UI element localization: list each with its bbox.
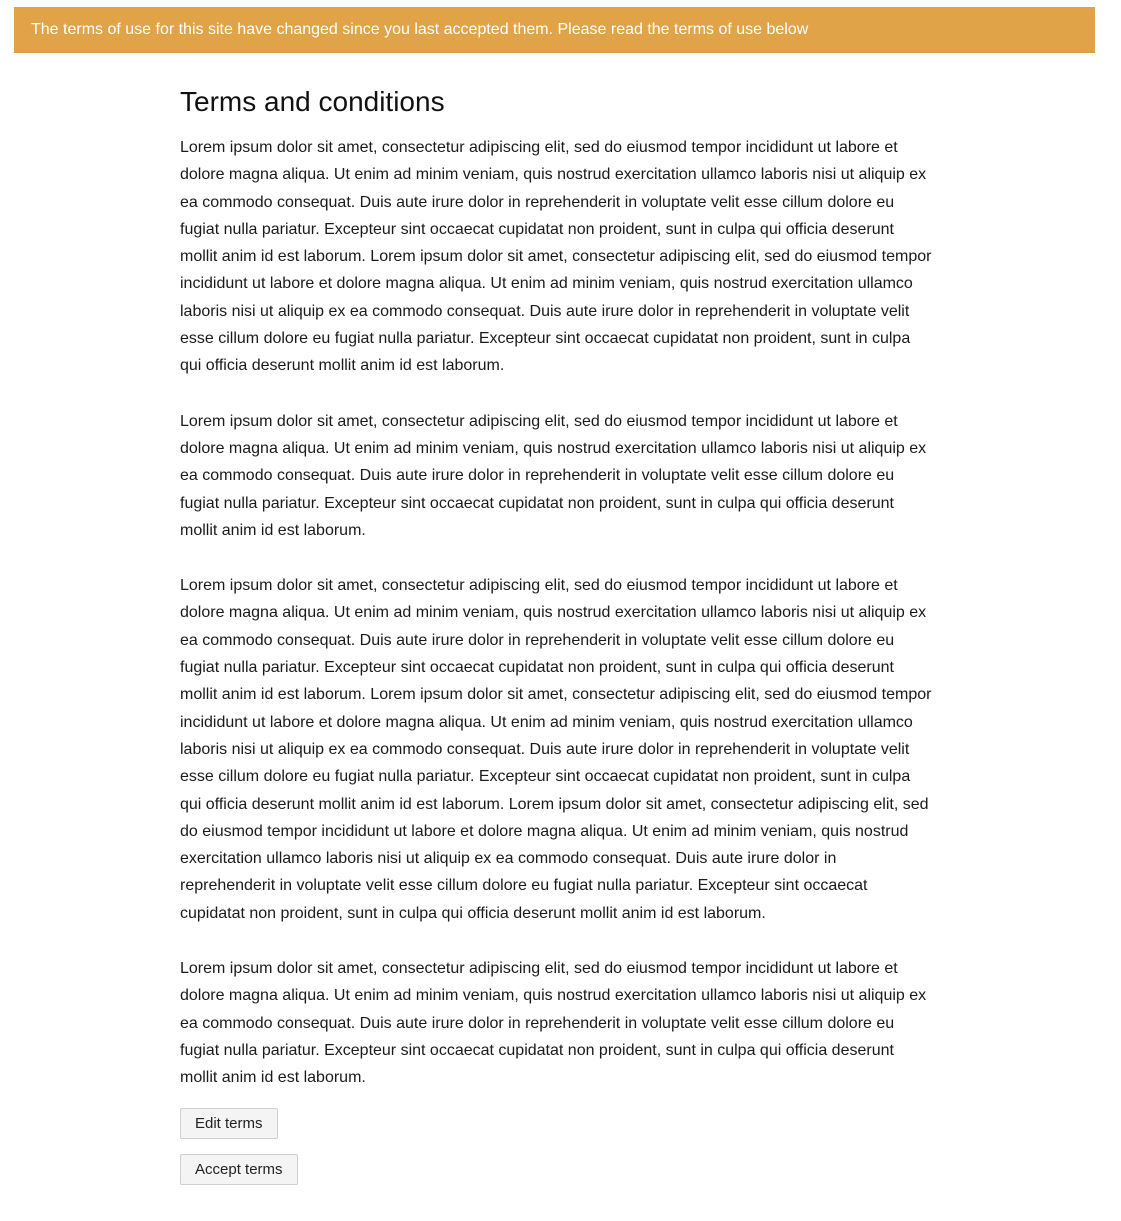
banner-message: The terms of use for this site have changed since you last accepted them. Please read the terms of use below	[31, 21, 809, 38]
accept-terms-row	[180, 1154, 932, 1185]
terms-body	[180, 134, 932, 1092]
page-title: Terms and conditions	[180, 86, 445, 117]
terms-content	[180, 82, 932, 1185]
terms-paragraph: Lorem ipsum dolor sit amet, consectetur adipiscing elit, sed do eiusmod tempor incididunt ut labore et dolore magna aliqua. Ut enim ad minim veniam, quis nostrud exercitation ullamco laboris nisi ut aliquip ex ea commodo consequat. Duis aute irure dolor in reprehenderit in voluptate velit esse cillum dolore eu fugiat nulla pariatur. Excepteur sint occaecat cupidatat non proident, sunt in culpa qui officia deserunt mollit anim id est laborum. Lorem ipsum dolor sit amet, consectetur adipiscing elit, sed do eiusmod tempor incididunt ut labore et dolore magna aliqua. Ut enim ad minim veniam, quis nostrud exercitation ullamco laboris nisi ut aliquip ex ea commodo consequat. Duis aute irure dolor in reprehenderit in voluptate velit esse cillum dolore eu fugiat nulla pariatur. Excepteur sint occaecat cupidatat non proident, sunt in culpa qui officia deserunt mollit anim id est laborum. Lorem ipsum dolor sit amet, consectetur adipiscing elit, sed do eiusmod tempor incididunt ut labore et dolore magna aliqua. Ut enim ad minim veniam, quis nostrud exercitation ullamco laboris nisi ut aliquip ex ea commodo consequat. Duis aute irure dolor in reprehenderit in voluptate velit esse cillum dolore eu fugiat nulla pariatur. Excepteur sint occaecat cupidatat non proident, sunt in culpa qui officia deserunt mollit anim id est laborum.	[180, 577, 932, 922]
terms-paragraph: Lorem ipsum dolor sit amet, consectetur adipiscing elit, sed do eiusmod tempor incididunt ut labore et dolore magna aliqua. Ut enim ad minim veniam, quis nostrud exercitation ullamco laboris nisi ut aliquip ex ea commodo consequat. Duis aute irure dolor in reprehenderit in voluptate velit esse cillum dolore eu fugiat nulla pariatur. Excepteur sint occaecat cupidatat non proident, sunt in culpa qui officia deserunt mollit anim id est laborum. Lorem ipsum dolor sit amet, consectetur adipiscing elit, sed do eiusmod tempor incididunt ut labore et dolore magna aliqua. Ut enim ad minim veniam, quis nostrud exercitation ullamco laboris nisi ut aliquip ex ea commodo consequat. Duis aute irure dolor in reprehenderit in voluptate velit esse cillum dolore eu fugiat nulla pariatur. Excepteur sint occaecat cupidatat non proident, sunt in culpa qui officia deserunt mollit anim id est laborum.	[180, 139, 932, 375]
terms-paragraph: Lorem ipsum dolor sit amet, consectetur adipiscing elit, sed do eiusmod tempor incididunt ut labore et dolore magna aliqua. Ut enim ad minim veniam, quis nostrud exercitation ullamco laboris nisi ut aliquip ex ea commodo consequat. Duis aute irure dolor in reprehenderit in voluptate velit esse cillum dolore eu fugiat nulla pariatur. Excepteur sint occaecat cupidatat non proident, sunt in culpa qui officia deserunt mollit anim id est laborum.	[180, 412, 927, 539]
terms-actions	[180, 1108, 932, 1185]
terms-changed-banner	[14, 7, 1095, 53]
terms-paragraph: Lorem ipsum dolor sit amet, consectetur adipiscing elit, sed do eiusmod tempor incididunt ut labore et dolore magna aliqua. Ut enim ad minim veniam, quis nostrud exercitation ullamco laboris nisi ut aliquip ex ea commodo consequat. Duis aute irure dolor in reprehenderit in voluptate velit esse cillum dolore eu fugiat nulla pariatur. Excepteur sint occaecat cupidatat non proident, sunt in culpa qui officia deserunt mollit anim id est laborum.	[180, 960, 927, 1087]
edit-terms-button[interactable]: Edit terms	[180, 1108, 278, 1139]
accept-terms-button[interactable]: Accept terms	[180, 1154, 298, 1185]
edit-terms-row	[180, 1108, 932, 1139]
